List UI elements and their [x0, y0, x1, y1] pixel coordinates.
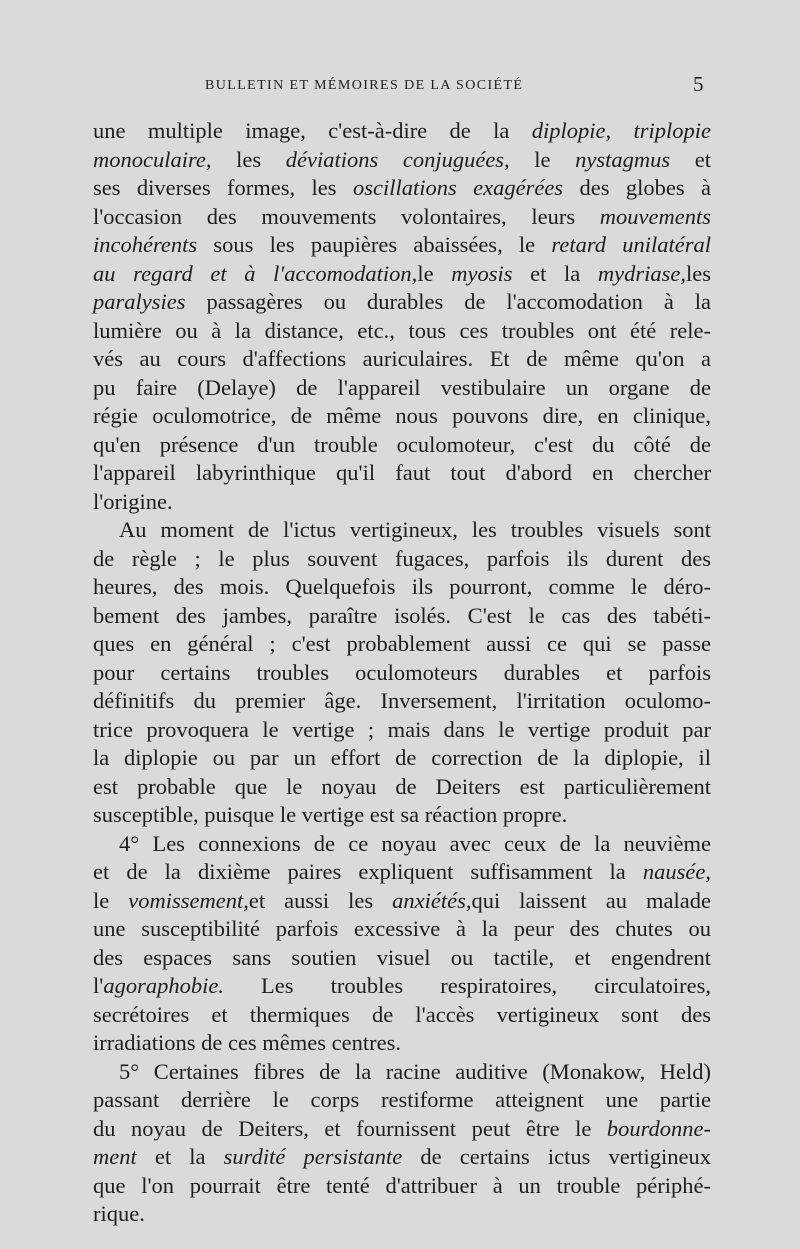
text-line [93, 174, 711, 203]
italic-text: surdité persistante [223, 1144, 403, 1169]
text-segment: l' [93, 973, 104, 998]
text-segment: ques en général ; c'est probablement aussi ce qui se passe [93, 631, 711, 656]
text-line [93, 1001, 711, 1030]
text-segment: qu'en présence d'un trouble oculomoteur, c'est du côté de [93, 431, 711, 457]
page-header [0, 72, 800, 98]
text-line [93, 1058, 711, 1087]
text-line [93, 858, 711, 887]
text-segment: irradiations de ces mêmes centres. [93, 1030, 402, 1055]
text-segment: la diplopie ou par un effort de correction de la diplopie, il [93, 745, 711, 770]
text-segment: pour certains troubles oculomoteurs durables et parfois [93, 659, 711, 685]
text-segment: que l'on pourrait être tenté d'attribuer à un trouble périphé- [93, 1172, 711, 1198]
text-segment: du noyau de Deiters, et fournissent peut être le [93, 1115, 607, 1141]
text-segment: secrétoires et thermiques de l'accès vertigineux sont des [93, 1001, 711, 1027]
italic-text: paralysies [93, 289, 186, 314]
text-line [93, 830, 711, 859]
text-segment: sous les paupières abaissées, le [197, 232, 552, 257]
text-segment: 5° Certaines fibres de la racine auditive (Monakow, Held) [119, 1058, 711, 1084]
text-line [93, 516, 711, 545]
text-segment: et [670, 146, 711, 172]
text-line [93, 1115, 711, 1144]
text-line [93, 659, 711, 688]
text-segment: susceptible, puisque le vertige est sa réaction propre. [93, 802, 568, 827]
text-segment: de règle ; le plus souvent fugaces, parfois ils durent des [93, 545, 711, 571]
text-line [93, 602, 711, 631]
italic-text: retard unilatéral [551, 232, 711, 257]
text-line [93, 887, 711, 916]
italic-text: anxiétés, [392, 887, 472, 913]
body-text [93, 117, 711, 1229]
italic-text: mouvements [599, 203, 711, 229]
text-segment: de certains ictus vertigineux [402, 1144, 711, 1169]
text-segment: passagères ou durables de l'accomodation à la [185, 289, 711, 314]
text-segment: régie oculomotrice, de même nous pouvons dire, en clinique, [93, 403, 711, 428]
text-line [93, 944, 711, 973]
italic-text: incohérents [93, 232, 198, 257]
italic-text: mydriase, [597, 260, 686, 286]
italic-text: nystagmus [575, 146, 671, 172]
text-segment: ses diverses formes, les [93, 175, 353, 200]
text-segment: et la [136, 1144, 224, 1169]
text-segment: et la [512, 260, 598, 286]
text-segment: l'origine. [93, 488, 173, 514]
text-segment: pu faire (Delaye) de l'appareil vestibulaire un organe de [93, 374, 711, 400]
text-line [93, 117, 711, 146]
text-segment: heures, des mois. Quelquefois ils pourront, comme le déro- [93, 574, 711, 599]
italic-text: agoraphobie. [103, 973, 224, 998]
text-segment: 4° Les connexions de ce noyau avec ceux de la neuvième [119, 830, 711, 856]
italic-text: oscillations exagérées [352, 175, 564, 200]
text-segment: lumière ou à la distance, etc., tous ces troubles ont été rele- [93, 317, 711, 343]
text-line [93, 972, 711, 1001]
page-number: 5 [693, 72, 704, 96]
text-segment: Les troubles respiratoires, circulatoires, [223, 973, 711, 998]
running-head: BULLETIN ET MÉMOIRES DE LA SOCIÉTÉ [205, 78, 524, 93]
italic-text: déviations conjuguées, [285, 146, 510, 172]
text-segment: vés au cours d'affections auriculaires. Et de même qu'on a [93, 346, 711, 371]
text-segment: des globes à [563, 175, 711, 200]
text-line [93, 231, 711, 260]
text-line [93, 1086, 711, 1115]
text-line [93, 630, 711, 659]
text-line [93, 431, 711, 460]
text-segment: les [686, 260, 711, 286]
italic-text: myosis [451, 260, 513, 286]
text-line [93, 345, 711, 374]
italic-text: nausée, [642, 859, 711, 884]
italic-text: monoculaire, [93, 146, 212, 172]
text-line [93, 402, 711, 431]
text-segment: et de la dixième paires expliquent suffisamment la [93, 859, 643, 884]
text-segment: qui laissent au malade [471, 887, 711, 913]
text-line [93, 573, 711, 602]
text-line [93, 317, 711, 346]
text-line [93, 203, 711, 232]
italic-text: au regard et à l'accomodation, [93, 260, 418, 286]
text-line [93, 1200, 711, 1229]
text-line [93, 773, 711, 802]
text-segment: l'occasion des mouvements volontaires, leurs [93, 203, 600, 229]
text-segment: des espaces sans soutien visuel ou tactile, et engendrent [93, 944, 711, 970]
italic-text: bourdonne- [606, 1115, 711, 1141]
text-segment: définitifs du premier âge. Inversement, l'irritation oculomo- [93, 688, 711, 713]
text-line [93, 1029, 711, 1058]
text-line [93, 545, 711, 574]
text-line [93, 687, 711, 716]
text-segment: et aussi les [248, 887, 393, 913]
text-segment: est probable que le noyau de Deiters est particulièrement [93, 773, 711, 799]
text-line [93, 801, 711, 830]
text-line [93, 488, 711, 517]
text-line [93, 374, 711, 403]
text-line [93, 260, 711, 289]
italic-text: vomissement, [128, 887, 249, 913]
text-line [93, 288, 711, 317]
text-segment: passant derrière le corps restiforme atteignent une partie [93, 1087, 711, 1112]
text-segment: bement des jambes, paraître isolés. C'est le cas des tabéti- [93, 602, 711, 628]
text-segment: les [211, 146, 286, 172]
text-line [93, 744, 711, 773]
text-line [93, 146, 711, 175]
text-line [93, 716, 711, 745]
text-segment: trice provoquera le vertige ; mais dans le vertige produit par [93, 716, 711, 742]
italic-text: ment [93, 1144, 137, 1169]
text-line [93, 1143, 711, 1172]
text-segment: le [93, 887, 129, 913]
text-segment: l'appareil labyrinthique qu'il faut tout d'abord en chercher [93, 460, 711, 485]
text-line [93, 459, 711, 488]
text-segment: Au moment de l'ictus vertigineux, les troubles visuels sont [119, 517, 711, 542]
text-segment: rique. [93, 1201, 145, 1226]
text-segment: le [509, 146, 576, 172]
text-line [93, 915, 711, 944]
text-line [93, 1172, 711, 1201]
italic-text: diplopie, triplopie [531, 118, 711, 143]
text-segment: le [417, 260, 452, 286]
text-segment: une multiple image, c'est-à-dire de la [93, 118, 532, 143]
text-segment: une susceptibilité parfois excessive à la peur des chutes ou [93, 916, 711, 941]
